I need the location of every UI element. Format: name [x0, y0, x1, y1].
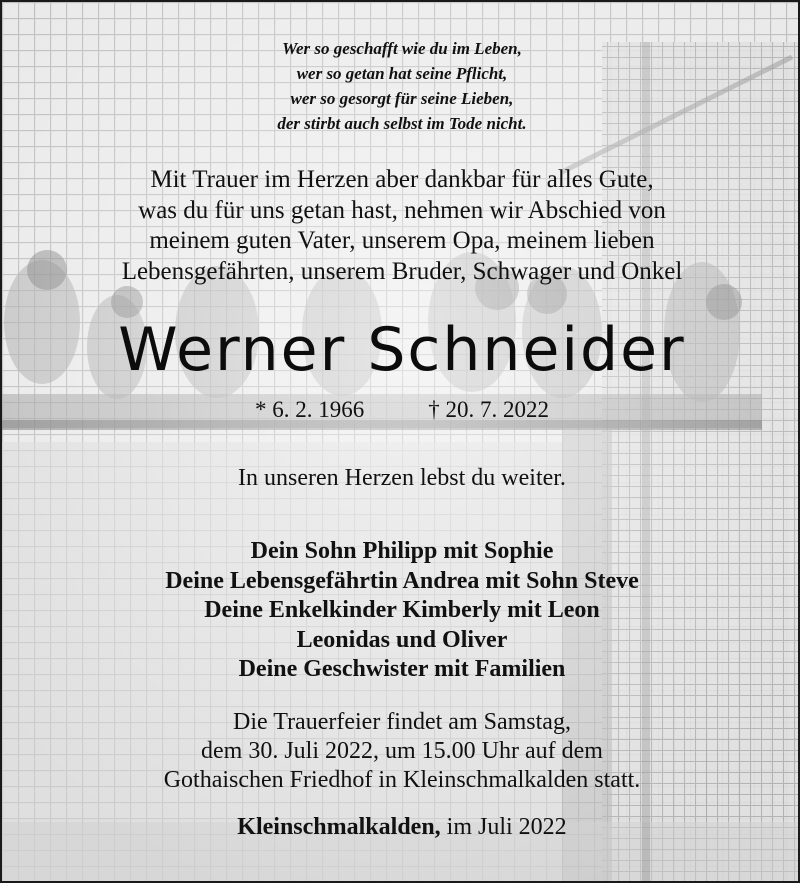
service-line: Gothaischen Friedhof in Kleinschmalkalden statt. — [163, 767, 641, 793]
memorial-verse — [2, 36, 800, 136]
verse-line: der stirbt auch selbst im Tode nicht. — [277, 114, 527, 133]
farewell-text — [2, 165, 800, 287]
memorial-motto: In unseren Herzen lebst du weiter. — [238, 465, 566, 491]
farewell-line: was du für uns getan hast, nehmen wir Abschied von — [138, 196, 666, 224]
signature-line — [2, 812, 800, 842]
service-line: dem 30. Juli 2022, um 15.00 Uhr auf dem — [201, 738, 603, 764]
birth-date: * 6. 2. 1966 — [255, 397, 365, 422]
mourners-list — [2, 537, 800, 685]
verse-line: wer so gesorgt für seine Lieben, — [290, 89, 514, 108]
mourner-line: Deine Lebensgefährtin Andrea mit Sohn Steve — [165, 567, 639, 594]
farewell-line: Mit Trauer im Herzen aber dankbar für alles Gute, — [150, 166, 654, 193]
farewell-line: meinem guten Vater, unserem Opa, meinem lieben — [149, 227, 655, 254]
service-line: Die Trauerfeier findet am Samstag, — [233, 709, 571, 735]
mourner-line: Leonidas und Oliver — [296, 626, 508, 653]
mourner-line: Deine Enkelkinder Kimberly mit Leon — [204, 597, 600, 623]
signature-place: Kleinschmalkalden, — [237, 814, 441, 840]
verse-line: Wer so geschafft wie du im Leben, — [282, 39, 522, 58]
signature-date: im Juli 2022 — [446, 814, 567, 840]
verse-line: wer so getan hat seine Pflicht, — [296, 64, 508, 83]
farewell-line: Lebensgefährten, unserem Bruder, Schwager und Onkel — [121, 257, 683, 285]
mourner-line: Deine Geschwister mit Familien — [238, 656, 566, 682]
deceased-name: Werner Schneider — [118, 315, 686, 385]
mourner-line: Dein Sohn Philipp mit Sophie — [250, 538, 554, 564]
death-date: † 20. 7. 2022 — [428, 397, 549, 422]
life-dates — [2, 395, 800, 425]
funeral-service-info — [2, 708, 800, 795]
